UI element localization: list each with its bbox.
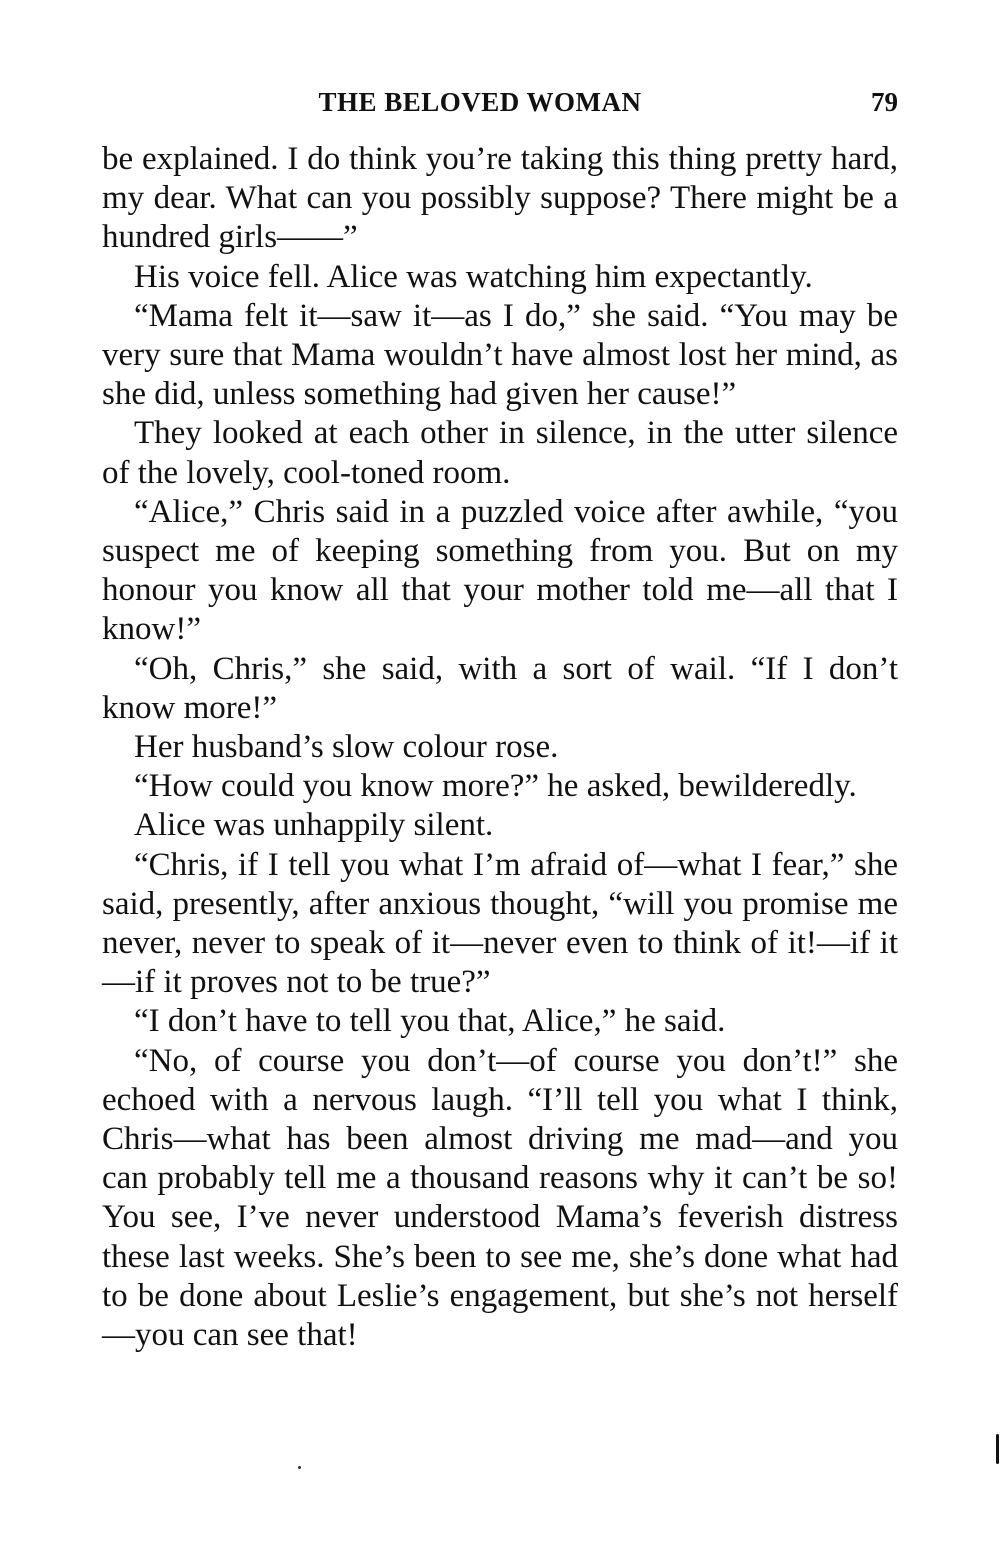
- page-number: 79: [871, 87, 898, 117]
- paragraph: be explained. I do think you’re taking this thing pretty hard, my dear. What can you possibly suppose? There might be a hundred girls——”: [102, 141, 898, 256]
- paragraph: “Chris, if I tell you what I’m afraid of—what I fear,” she said, presently, after anxious thought, “will you promise me never, never to speak of it—never even to think of it!—if it—if it proves not to be true?”: [102, 846, 898, 1001]
- paragraph: His voice fell. Alice was watching him expectantly.: [134, 258, 813, 295]
- paragraph: “I don’t have to tell you that, Alice,” he said.: [134, 1003, 726, 1040]
- paragraph: “Oh, Chris,” she said, with a sort of wail. “If I don’t know more!”: [102, 650, 898, 726]
- paragraph: Her husband’s slow colour rose.: [134, 729, 559, 766]
- paragraph: They looked at each other in silence, in the utter silence of the lovely, cool-toned room.: [102, 415, 898, 491]
- paragraph: Alice was unhappily silent.: [134, 807, 494, 844]
- paragraph: “How could you know more?” he asked, bewilderedly.: [134, 768, 857, 805]
- paragraph: “No, of course you don’t—of course you don’t!” she echoed with a nervous laugh. “I’ll tell you what I think, Chris—what has been almost driving me mad—and you can probably tell me a thousand reasons why it can’t be so! You see, I’ve never understood Mama’s feverish distress these last weeks. She’s been to see me, she’s done what had to be done about Leslie’s engagement, but she’s not herself—you can see that!: [102, 1042, 898, 1354]
- paragraph: “Mama felt it—saw it—as I do,” she said. “You may be very sure that Mama wouldn’t have almost lost her mind, as she did, unless something had given her cause!”: [102, 297, 898, 413]
- running-title: THE BELOVED WOMAN: [318, 87, 642, 117]
- paragraph: “Alice,” Chris said in a puzzled voice after awhile, “you suspect me of keeping something from you. But on my honour you know all that your mother told me—all that I know!”: [102, 493, 898, 648]
- body-text: [102, 140, 898, 1355]
- scan-edge-mark: [996, 1434, 999, 1464]
- scan-speck: [298, 1466, 301, 1469]
- running-head: [102, 82, 898, 122]
